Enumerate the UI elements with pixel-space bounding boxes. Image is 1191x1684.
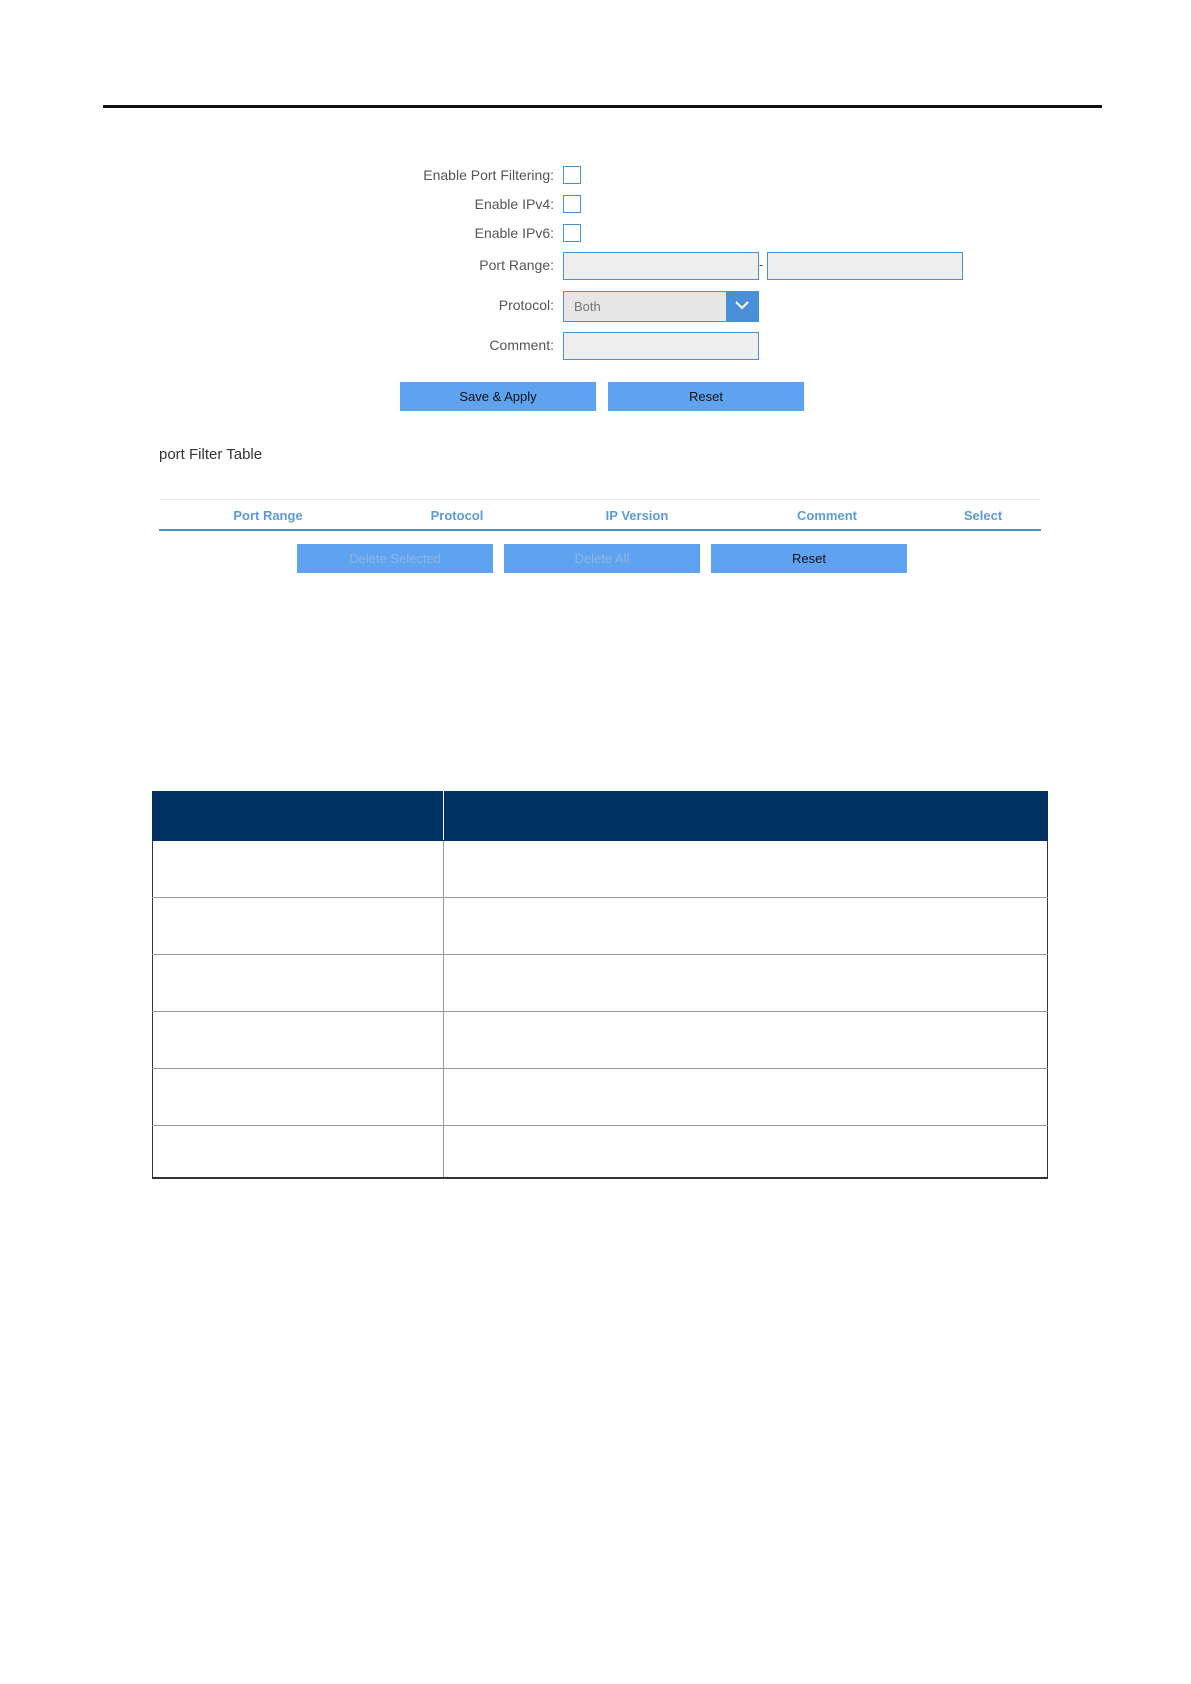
enable-ipv6-row bbox=[0, 220, 1191, 250]
table-row bbox=[153, 1069, 1048, 1126]
delete-all-button[interactable]: Delete All bbox=[504, 544, 700, 573]
column-header-comment: Comment bbox=[797, 508, 857, 523]
protocol-select-value: Both bbox=[574, 299, 601, 314]
header-cell bbox=[444, 792, 1048, 841]
description-table bbox=[152, 791, 1048, 1179]
table-cell bbox=[444, 955, 1048, 1012]
protocol-label: Protocol: bbox=[498, 297, 554, 313]
table-reset-button[interactable]: Reset bbox=[711, 544, 907, 573]
table-cell bbox=[153, 898, 444, 955]
table-row bbox=[153, 1126, 1048, 1179]
port-range-end-input[interactable] bbox=[767, 252, 963, 280]
enable-port-filtering-checkbox[interactable] bbox=[563, 166, 581, 184]
table-cell bbox=[444, 1012, 1048, 1069]
enable-ipv4-row bbox=[0, 191, 1191, 221]
protocol-row bbox=[0, 291, 1191, 321]
port-range-label: Port Range: bbox=[479, 257, 554, 273]
enable-port-filtering-row bbox=[0, 162, 1191, 192]
table-row bbox=[153, 898, 1048, 955]
enable-ipv6-label: Enable IPv6: bbox=[474, 225, 554, 241]
column-header-ip-version: IP Version bbox=[605, 508, 669, 523]
comment-input[interactable] bbox=[563, 332, 759, 360]
enable-ipv6-checkbox[interactable] bbox=[563, 224, 581, 242]
port-range-row bbox=[0, 252, 1191, 282]
comment-label: Comment: bbox=[489, 337, 554, 353]
description-table-header bbox=[153, 792, 1048, 841]
table-row bbox=[153, 1012, 1048, 1069]
port-range-separator: - bbox=[759, 257, 764, 272]
header-cell bbox=[153, 792, 444, 841]
column-header-protocol: Protocol bbox=[430, 508, 484, 523]
form-reset-button[interactable]: Reset bbox=[608, 382, 804, 411]
table-cell bbox=[444, 1126, 1048, 1179]
enable-port-filtering-label: Enable Port Filtering: bbox=[423, 167, 554, 183]
port-range-start-input[interactable] bbox=[563, 252, 759, 280]
comment-row bbox=[0, 332, 1191, 362]
table-row bbox=[153, 841, 1048, 898]
port-filter-table-title: port Filter Table bbox=[159, 446, 263, 463]
table-cell bbox=[153, 841, 444, 898]
chevron-down-icon[interactable] bbox=[726, 292, 758, 321]
save-apply-button[interactable]: Save & Apply bbox=[400, 382, 596, 411]
page-header-rule bbox=[103, 105, 1102, 108]
table-cell bbox=[444, 1069, 1048, 1126]
table-cell bbox=[153, 1069, 444, 1126]
table-cell bbox=[444, 898, 1048, 955]
delete-selected-button[interactable]: Delete Selected bbox=[297, 544, 493, 573]
table-cell bbox=[153, 955, 444, 1012]
port-filter-table bbox=[159, 499, 1041, 531]
enable-ipv4-checkbox[interactable] bbox=[563, 195, 581, 213]
table-cell bbox=[444, 841, 1048, 898]
table-cell bbox=[153, 1012, 444, 1069]
table-row bbox=[153, 955, 1048, 1012]
column-header-select: Select bbox=[963, 508, 1003, 523]
protocol-select[interactable] bbox=[563, 291, 759, 322]
table-cell bbox=[153, 1126, 444, 1179]
column-header-port-range: Port Range bbox=[233, 508, 303, 523]
enable-ipv4-label: Enable IPv4: bbox=[474, 196, 554, 212]
